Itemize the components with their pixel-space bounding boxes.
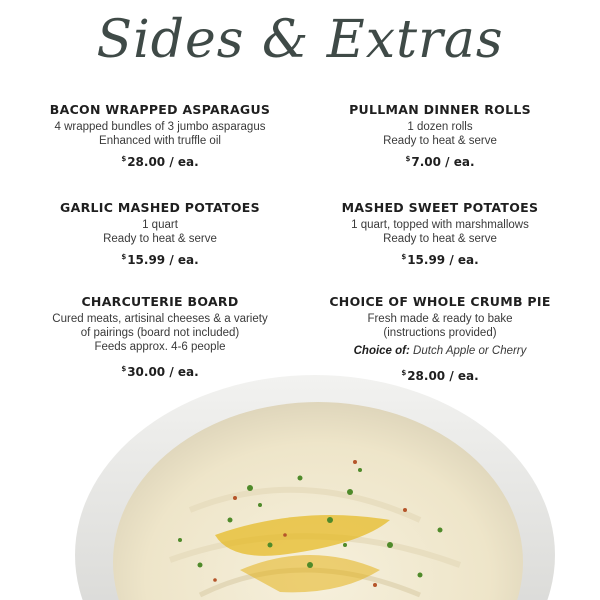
menu-item-bacon-wrapped-asparagus (20, 103, 300, 169)
item-description-line: Enhanced with truffle oil (99, 135, 221, 147)
item-price: $28.00 / ea. (401, 369, 479, 383)
item-description-line: Fresh made & ready to bake (367, 313, 513, 325)
item-description-line: Ready to heat & serve (103, 233, 217, 245)
item-description-line: (instructions provided) (383, 327, 497, 339)
item-name: BACON WRAPPED ASPARAGUS (49, 102, 271, 117)
item-price: $28.00 / ea. (121, 155, 199, 169)
item-description-line: Ready to heat & serve (383, 135, 497, 147)
item-price: $15.99 / ea. (121, 253, 199, 267)
item-description-line: Cured meats, artisinal cheeses & a variety (52, 313, 268, 325)
pie-choice (300, 344, 580, 358)
item-description-line: 1 dozen rolls (407, 121, 473, 133)
page-title: Sides & Extras (96, 10, 504, 70)
choice-options: Dutch Apple or Cherry (413, 345, 527, 357)
item-name: PULLMAN DINNER ROLLS (349, 102, 531, 117)
item-name: GARLIC MASHED POTATOES (60, 200, 260, 215)
menu-item-garlic-mashed-potatoes (20, 201, 300, 267)
item-description-line: of pairings (board not included) (80, 327, 240, 339)
item-name: CHARCUTERIE BOARD (81, 294, 239, 309)
menu-item-charcuterie-board (20, 295, 300, 379)
menu-item-pullman-dinner-rolls (300, 103, 580, 169)
item-description-line: Ready to heat & serve (383, 233, 497, 245)
item-description-line: 1 quart, topped with marshmallows (351, 219, 529, 231)
mashed-potato-bowl-image (0, 370, 600, 600)
item-description-line: 1 quart (142, 219, 178, 231)
item-price: $15.99 / ea. (401, 253, 479, 267)
item-name: CHOICE OF WHOLE CRUMB PIE (329, 294, 551, 309)
item-name: MASHED SWEET POTATOES (341, 200, 539, 215)
item-price: $30.00 / ea. (121, 365, 199, 379)
item-price: $7.00 / ea. (405, 155, 475, 169)
item-description-line: 4 wrapped bundles of 3 jumbo asparagus (54, 121, 266, 133)
menu-item-mashed-sweet-potatoes (300, 201, 580, 267)
item-description-line: Feeds approx. 4-6 people (94, 341, 226, 353)
choice-label: Choice of: (353, 345, 410, 357)
